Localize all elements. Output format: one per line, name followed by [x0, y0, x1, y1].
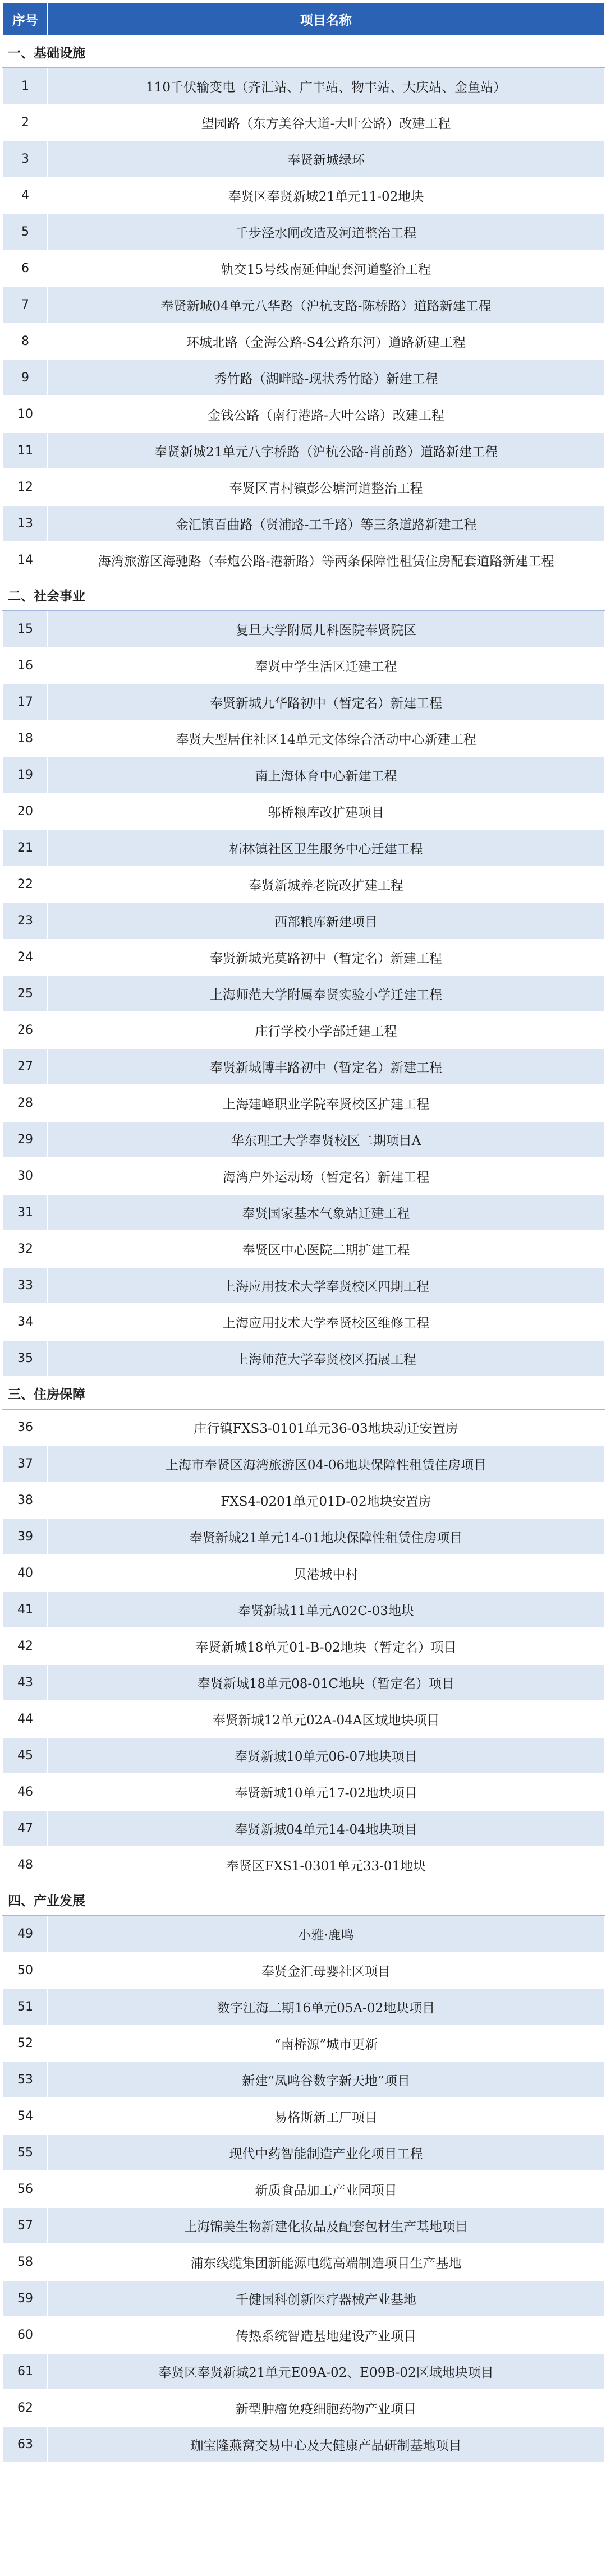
serial-number: 5: [3, 214, 48, 250]
serial-number: 1: [3, 68, 48, 104]
project-name: 奉贤新城10单元06-07地块项目: [48, 1737, 604, 1774]
serial-number: 62: [3, 2390, 48, 2426]
serial-number: 9: [3, 360, 48, 396]
serial-number: 58: [3, 2244, 48, 2280]
serial-number: 19: [3, 757, 48, 793]
table-row: [3, 1737, 604, 1774]
table-header: [3, 3, 604, 35]
table-row: [3, 469, 604, 505]
table-row: [3, 2135, 604, 2171]
serial-number: 61: [3, 2353, 48, 2390]
project-name: 柘林镇社区卫生服务中心迁建工程: [48, 830, 604, 866]
project-name: 奉贤大型居住社区14单元文体综合活动中心新建工程: [48, 720, 604, 757]
project-name: 上海锦美生物新建化妆品及配套包材生产基地项目: [48, 2207, 604, 2244]
table-row: [3, 1194, 604, 1231]
serial-number: 38: [3, 1482, 48, 1519]
section-title: 四、产业发展: [3, 1883, 604, 1916]
serial-number: 3: [3, 141, 48, 177]
section-title: 三、住房保障: [3, 1377, 604, 1409]
project-name: 千健国科创新医疗器械产业基地: [48, 2280, 604, 2317]
serial-number: 16: [3, 647, 48, 684]
serial-number: 41: [3, 1591, 48, 1628]
project-name: 奉贤区奉贤新城21单元E09A-02、E09B-02区域地块项目: [48, 2353, 604, 2390]
project-name: 奉贤区中心医院二期扩建工程: [48, 1231, 604, 1267]
project-name: 上海师范大学奉贤校区拓展工程: [48, 1340, 604, 1377]
project-name: 奉贤新城养老院改扩建工程: [48, 866, 604, 903]
project-name: 奉贤金汇母婴社区项目: [48, 1952, 604, 1989]
serial-number: 33: [3, 1267, 48, 1304]
serial-number: 37: [3, 1446, 48, 1482]
project-name: 奉贤新城10单元17-02地块项目: [48, 1774, 604, 1810]
project-name: 庄行学校小学部迁建工程: [48, 1012, 604, 1048]
serial-number: 27: [3, 1048, 48, 1085]
project-name: 奉贤新城绿环: [48, 141, 604, 177]
serial-number: 52: [3, 2025, 48, 2062]
serial-number: 14: [3, 542, 48, 578]
project-name: 上海应用技术大学奉贤校区四期工程: [48, 1267, 604, 1304]
serial-number: 63: [3, 2426, 48, 2463]
serial-number: 26: [3, 1012, 48, 1048]
project-name: 金钱公路（南行港路-大叶公路）改建工程: [48, 396, 604, 433]
serial-number: 6: [3, 250, 48, 287]
serial-number: 48: [3, 1847, 48, 1883]
section-row: [3, 1377, 604, 1409]
table-row: [3, 1952, 604, 1989]
project-name: 奉贤新城11单元A02C-03地块: [48, 1591, 604, 1628]
project-name: “南桥源”城市更新: [48, 2025, 604, 2062]
serial-number: 57: [3, 2207, 48, 2244]
table-row: [3, 2390, 604, 2426]
serial-number: 8: [3, 323, 48, 360]
serial-number: 39: [3, 1519, 48, 1555]
project-name: 奉贤新城18单元01-B-02地块（暂定名）项目: [48, 1628, 604, 1664]
project-name: 奉贤区青村镇彭公塘河道整治工程: [48, 469, 604, 505]
serial-number: 12: [3, 469, 48, 505]
table-row: [3, 2317, 604, 2353]
table-row: [3, 1158, 604, 1194]
table-body: [3, 35, 604, 2463]
table-row: [3, 1916, 604, 1952]
project-name: 珈宝隆燕窝交易中心及大健康产品研制基地项目: [48, 2426, 604, 2463]
serial-number: 32: [3, 1231, 48, 1267]
table-row: [3, 793, 604, 830]
table-row: [3, 323, 604, 360]
project-name: 复旦大学附属儿科医院奉贤院区: [48, 611, 604, 647]
serial-number: 59: [3, 2280, 48, 2317]
table-row: [3, 647, 604, 684]
project-name: 秀竹路（湖畔路-现状秀竹路）新建工程: [48, 360, 604, 396]
project-list: [2, 2, 604, 2463]
section-row: [3, 35, 604, 68]
table-row: [3, 1409, 604, 1446]
serial-number: 18: [3, 720, 48, 757]
serial-number: 24: [3, 939, 48, 976]
table-row: [3, 757, 604, 793]
table-row: [3, 177, 604, 214]
table-row: [3, 2062, 604, 2098]
table-row: [3, 250, 604, 287]
project-name: 浦东线缆集团新能源电缆高端制造项目生产基地: [48, 2244, 604, 2280]
serial-number: 15: [3, 611, 48, 647]
section-title: 二、社会事业: [3, 578, 604, 611]
project-name: 奉贤新城21单元八字桥路（沪杭公路-肖前路）道路新建工程: [48, 433, 604, 469]
table-row: [3, 1304, 604, 1340]
table-row: [3, 1774, 604, 1810]
table-row: [3, 684, 604, 720]
section-title: 一、基础设施: [3, 35, 604, 68]
project-name: 金汇镇百曲路（贤浦路-工千路）等三条道路新建工程: [48, 505, 604, 542]
project-name: 庄行镇FXS3-0101单元36-03地块动迁安置房: [48, 1409, 604, 1446]
table-row: [3, 2244, 604, 2280]
table-row: [3, 505, 604, 542]
table-row: [3, 976, 604, 1012]
project-name: 奉贤新城九华路初中（暂定名）新建工程: [48, 684, 604, 720]
serial-number: 34: [3, 1304, 48, 1340]
project-name: 奉贤中学生活区迁建工程: [48, 647, 604, 684]
project-name: 奉贤区奉贤新城21单元11-02地块: [48, 177, 604, 214]
table-row: [3, 396, 604, 433]
table-row: [3, 1121, 604, 1158]
section-row: [3, 578, 604, 611]
serial-number: 60: [3, 2317, 48, 2353]
project-name: FXS4-0201单元01D-02地块安置房: [48, 1482, 604, 1519]
table-row: [3, 1012, 604, 1048]
table-row: [3, 360, 604, 396]
table-row: [3, 720, 604, 757]
project-name: 110千伏输变电（齐汇站、广丰站、物丰站、大庆站、金鱼站）: [48, 68, 604, 104]
serial-number: 49: [3, 1916, 48, 1952]
table-row: [3, 1340, 604, 1377]
table-row: [3, 2025, 604, 2062]
serial-number: 17: [3, 684, 48, 720]
section-row: [3, 1883, 604, 1916]
project-table: [2, 2, 605, 2463]
serial-number: 20: [3, 793, 48, 830]
table-row: [3, 2280, 604, 2317]
project-name: 小雅·鹿鸣: [48, 1916, 604, 1952]
table-row: [3, 1847, 604, 1883]
project-name: 环城北路（金海公路-S4公路东河）道路新建工程: [48, 323, 604, 360]
project-name: 传热系统智造基地建设产业项目: [48, 2317, 604, 2353]
table-row: [3, 1482, 604, 1519]
table-row: [3, 2353, 604, 2390]
serial-number: 53: [3, 2062, 48, 2098]
table-row: [3, 1701, 604, 1737]
project-name: 上海建峰职业学院奉贤校区扩建工程: [48, 1085, 604, 1121]
project-name: 海湾旅游区海驰路（奉炮公路-港新路）等两条保障性租赁住房配套道路新建工程: [48, 542, 604, 578]
project-name: 奉贤区FXS1-0301单元33-01地块: [48, 1847, 604, 1883]
project-name: 奉贤新城21单元14-01地块保障性租赁住房项目: [48, 1519, 604, 1555]
table-row: [3, 1591, 604, 1628]
project-name: 上海应用技术大学奉贤校区维修工程: [48, 1304, 604, 1340]
table-row: [3, 2426, 604, 2463]
project-name: 奉贤新城12单元02A-04A区域地块项目: [48, 1701, 604, 1737]
project-name: 上海市奉贤区海湾旅游区04-06地块保障性租赁住房项目: [48, 1446, 604, 1482]
project-name: 奉贤新城04单元14-04地块项目: [48, 1810, 604, 1847]
table-row: [3, 1048, 604, 1085]
table-row: [3, 903, 604, 939]
project-name: 海湾户外运动场（暂定名）新建工程: [48, 1158, 604, 1194]
serial-number: 35: [3, 1340, 48, 1377]
serial-number: 45: [3, 1737, 48, 1774]
table-row: [3, 68, 604, 104]
serial-number: 2: [3, 104, 48, 141]
table-row: [3, 1989, 604, 2025]
table-row: [3, 141, 604, 177]
serial-number: 4: [3, 177, 48, 214]
project-name: 奉贤新城18单元08-01C地块（暂定名）项目: [48, 1664, 604, 1701]
project-name: 现代中药智能制造产业化项目工程: [48, 2135, 604, 2171]
table-row: [3, 1267, 604, 1304]
serial-number: 43: [3, 1664, 48, 1701]
serial-number: 46: [3, 1774, 48, 1810]
serial-number: 29: [3, 1121, 48, 1158]
project-name: 奉贤新城博丰路初中（暂定名）新建工程: [48, 1048, 604, 1085]
serial-number: 56: [3, 2171, 48, 2207]
serial-number: 25: [3, 976, 48, 1012]
table-row: [3, 1231, 604, 1267]
table-row: [3, 2207, 604, 2244]
serial-number: 11: [3, 433, 48, 469]
serial-number: 28: [3, 1085, 48, 1121]
project-name: 奉贤新城04单元八华路（沪杭支路-陈桥路）道路新建工程: [48, 287, 604, 323]
serial-number: 47: [3, 1810, 48, 1847]
table-row: [3, 1085, 604, 1121]
table-row: [3, 433, 604, 469]
serial-number: 36: [3, 1409, 48, 1446]
serial-number: 40: [3, 1555, 48, 1591]
table-row: [3, 1555, 604, 1591]
serial-number: 42: [3, 1628, 48, 1664]
serial-number: 31: [3, 1194, 48, 1231]
serial-number: 13: [3, 505, 48, 542]
project-name: 贝港城中村: [48, 1555, 604, 1591]
table-row: [3, 104, 604, 141]
table-row: [3, 939, 604, 976]
project-name: 望园路（东方美谷大道-大叶公路）改建工程: [48, 104, 604, 141]
table-row: [3, 2098, 604, 2135]
header-serial-number: 序号: [3, 3, 48, 35]
table-row: [3, 542, 604, 578]
table-row: [3, 866, 604, 903]
project-name: 邬桥粮库改扩建项目: [48, 793, 604, 830]
table-row: [3, 214, 604, 250]
table-row: [3, 1628, 604, 1664]
serial-number: 21: [3, 830, 48, 866]
table-row: [3, 1446, 604, 1482]
project-name: 奉贤新城光莫路初中（暂定名）新建工程: [48, 939, 604, 976]
table-row: [3, 830, 604, 866]
table-row: [3, 2171, 604, 2207]
project-name: 轨交15号线南延伸配套河道整治工程: [48, 250, 604, 287]
project-name: 新质食品加工产业园项目: [48, 2171, 604, 2207]
serial-number: 22: [3, 866, 48, 903]
table-row: [3, 1810, 604, 1847]
serial-number: 54: [3, 2098, 48, 2135]
project-name: 数字江海二期16单元05A-02地块项目: [48, 1989, 604, 2025]
serial-number: 44: [3, 1701, 48, 1737]
table-row: [3, 287, 604, 323]
project-name: 奉贤国家基本气象站迁建工程: [48, 1194, 604, 1231]
project-name: 华东理工大学奉贤校区二期项目A: [48, 1121, 604, 1158]
header-project-name: 项目名称: [48, 3, 604, 35]
serial-number: 51: [3, 1989, 48, 2025]
serial-number: 50: [3, 1952, 48, 1989]
serial-number: 30: [3, 1158, 48, 1194]
project-name: 易格斯新工厂项目: [48, 2098, 604, 2135]
project-name: 新建“凤鸣谷数字新天地”项目: [48, 2062, 604, 2098]
project-name: 新型肿瘤免疫细胞药物产业项目: [48, 2390, 604, 2426]
project-name: 千步泾水闸改造及河道整治工程: [48, 214, 604, 250]
project-name: 上海师范大学附属奉贤实验小学迁建工程: [48, 976, 604, 1012]
serial-number: 55: [3, 2135, 48, 2171]
serial-number: 10: [3, 396, 48, 433]
table-row: [3, 1664, 604, 1701]
table-row: [3, 611, 604, 647]
table-row: [3, 1519, 604, 1555]
serial-number: 7: [3, 287, 48, 323]
serial-number: 23: [3, 903, 48, 939]
project-name: 西部粮库新建项目: [48, 903, 604, 939]
project-name: 南上海体育中心新建工程: [48, 757, 604, 793]
